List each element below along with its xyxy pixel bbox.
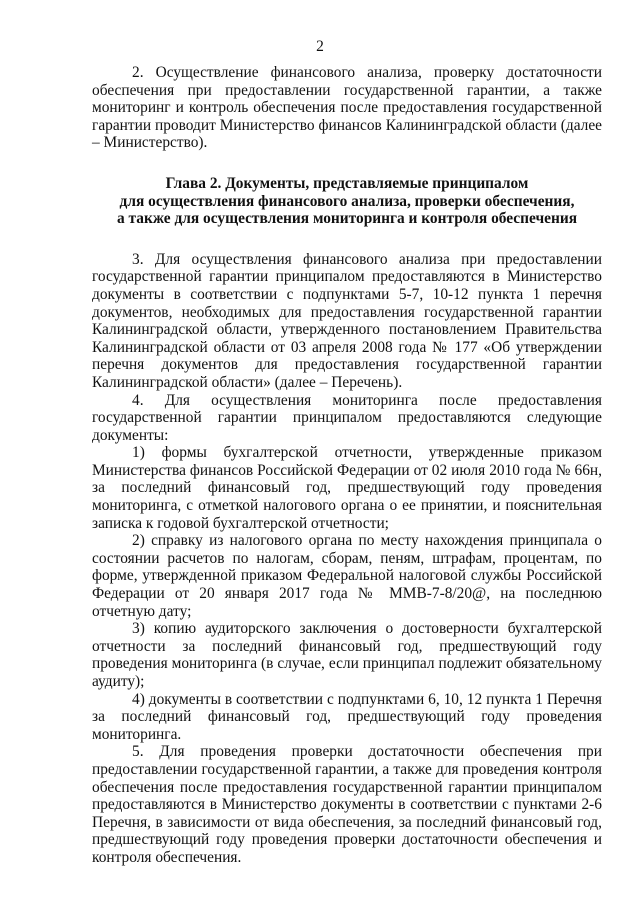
paragraph-2: 2. Осуществление финансового анализа, проверку достаточности обеспечения при предоставлении государственной гарантии, а также мониторинг и контроль обеспечения после предоставления государственной гарантии проводит Министерство финансов Калининградской области (далее – Министерство).: [92, 64, 602, 152]
subparagraph-4-2: 2) справку из налогового органа по месту нахождения принципала о состоянии расчетов по налогам, сборам, пеням, штрафам, процентам, по форме, утвержденной приказом Федеральной налоговой службы Российской Федерации от 20 января 2017 года № ММВ-7-8/20@, на последнюю отчетную дату;: [92, 532, 602, 620]
chapter-heading-line-2: для осуществления финансового анализа, проверки обеспечения,: [119, 192, 575, 210]
subparagraph-4-4: 4) документы в соответствии с подпунктами 6, 10, 12 пункта 1 Перечня за последний финансовый год, предшествующий году проведения мониторинга.: [92, 690, 602, 743]
page-number: 2: [316, 38, 324, 55]
subparagraph-4-1: 1) формы бухгалтерской отчетности, утвержденные приказом Министерства финансов Российской Федерации от 02 июля 2010 года № 66н, за последний финансовый год, предшествующий году проведения мониторинга, с отметкой налогового органа о ее принятии, и пояснительная записка к годовой бухгалтерской отчетности;: [92, 444, 602, 532]
paragraph-3: 3. Для осуществления финансового анализа при предоставлении государственной гарантии принципалом предоставляются в Министерство документы в соответствии с подпунктами 5-7, 10-12 пункта 1 перечня документов, необходимых для предоставления государственной гарантии Калининградской области, утвержденного постановлением Правительства Калининградской области от 03 апреля 2008 года № 177 «Об утверждении перечня документов для предоставления государственной гарантии Калининградской области» (далее – Перечень).: [92, 250, 602, 391]
chapter-heading: [92, 175, 602, 228]
paragraph-5: 5. Для проведения проверки достаточности обеспечения при предоставлении государственной гарантии, а также для проведения контроля обеспечения после предоставления государственной гарантии принципалом предоставляются в Министерство документы в соответствии с пунктами 2-6 Перечня, в зависимости от вида обеспечения, за последний финансовый год, предшествующий году проведения проверки достаточности обеспечения и контроля обеспечения.: [92, 743, 602, 866]
document-body: [92, 64, 602, 867]
subparagraph-4-3: 3) копию аудиторского заключения о достоверности бухгалтерской отчетности за последний финансовый год, предшествующий году проведения мониторинга (в случае, если принципал подлежит обязательному аудиту);: [92, 620, 602, 690]
chapter-heading-line-1: Глава 2. Документы, представляемые принципалом: [165, 174, 529, 192]
paragraph-4: 4. Для осуществления мониторинга после предоставления государственной гарантии принципалом предоставляются следующие документы:: [92, 391, 602, 444]
chapter-heading-line-3: а также для осуществления мониторинга и контроля обеспечения: [116, 210, 578, 228]
